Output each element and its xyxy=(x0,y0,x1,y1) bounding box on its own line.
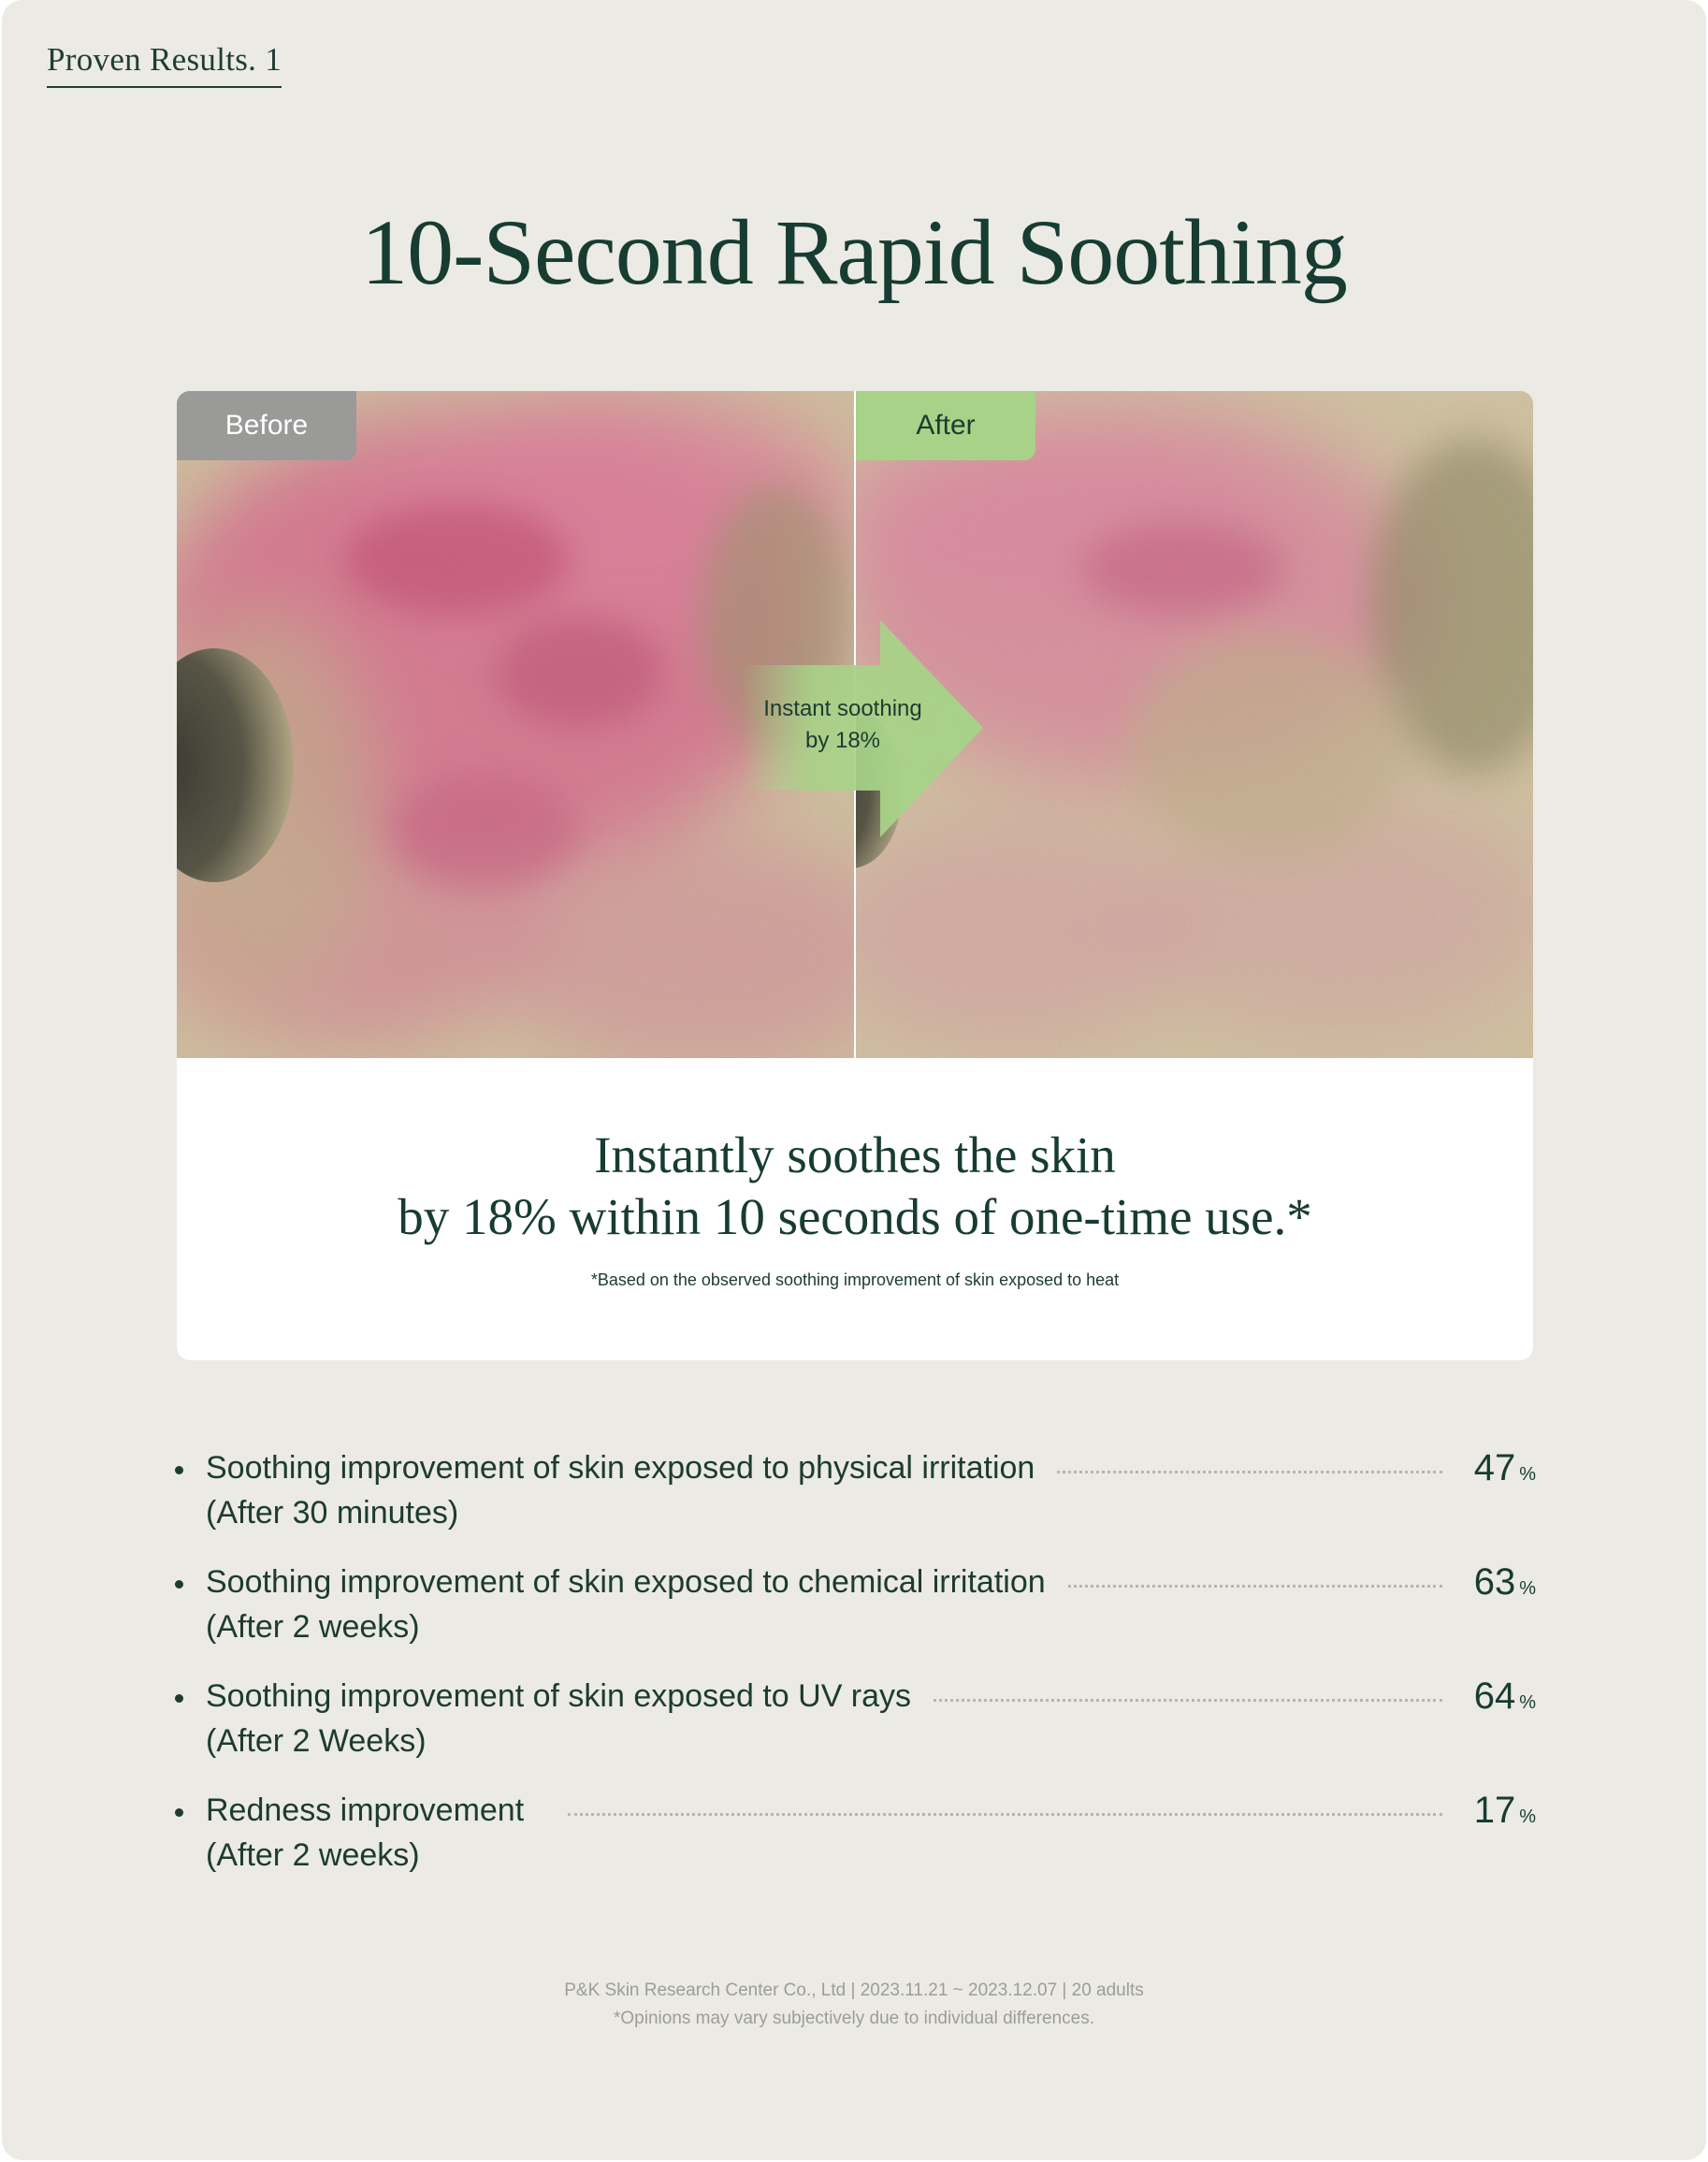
source-note xyxy=(2,1977,1706,2033)
headline-line2: by 18% within 10 seconds of one-time use.* xyxy=(398,1188,1312,1245)
stat-label: Soothing improvement of skin exposed to physical irritation xyxy=(206,1445,1057,1490)
section-eyebrow: Proven Results. 1 xyxy=(47,41,282,88)
bullet-icon xyxy=(175,1580,183,1589)
page-title: 10-Second Rapid Soothing xyxy=(361,200,1347,304)
stat-label: Soothing improvement of skin exposed to chemical irritation xyxy=(206,1560,1068,1604)
arrow-caption-line2: by 18% xyxy=(804,728,881,753)
dotted-leader xyxy=(568,1813,1442,1816)
stat-value xyxy=(1446,1674,1536,1727)
page xyxy=(2,0,1706,2160)
stat-period: (After 2 weeks) xyxy=(206,1837,420,1873)
stat-row xyxy=(175,1445,1536,1560)
stat-number: 17 xyxy=(1473,1790,1516,1831)
stat-value xyxy=(1446,1560,1536,1613)
stats-list xyxy=(175,1445,1536,1902)
arrow-caption-line1: Instant soothing xyxy=(763,696,922,721)
stat-row xyxy=(175,1674,1536,1788)
stat-number: 64 xyxy=(1473,1676,1516,1717)
arrow-caption xyxy=(749,693,936,757)
bullet-icon xyxy=(175,1808,183,1817)
before-tag: Before xyxy=(177,391,356,460)
source-line1: P&K Skin Research Center Co., Ltd | 2023.11.21 ~ 2023.12.07 | 20 adults xyxy=(564,1981,1144,2000)
stat-unit: % xyxy=(1519,1807,1536,1827)
stat-row xyxy=(175,1560,1536,1674)
stat-number: 47 xyxy=(1473,1447,1516,1488)
stat-value xyxy=(1446,1788,1536,1841)
stat-row xyxy=(175,1788,1536,1902)
stat-period: (After 2 weeks) xyxy=(206,1609,420,1645)
stat-value xyxy=(1446,1445,1536,1499)
headline-line1: Instantly soothes the skin xyxy=(594,1126,1116,1183)
stat-unit: % xyxy=(1519,1578,1536,1599)
stat-unit: % xyxy=(1519,1464,1536,1485)
after-tag: After xyxy=(856,391,1035,460)
stat-period: (After 2 Weeks) xyxy=(206,1723,427,1759)
comparison-card xyxy=(177,391,1533,1360)
stat-period: (After 30 minutes) xyxy=(206,1495,459,1531)
stat-label: Soothing improvement of skin exposed to UV rays xyxy=(206,1674,934,1719)
footnote: *Based on the observed soothing improvement of skin exposed to heat xyxy=(590,1270,1120,1289)
headline xyxy=(177,1125,1533,1248)
bullet-icon xyxy=(175,1466,183,1474)
stat-unit: % xyxy=(1519,1692,1536,1713)
source-line2: *Opinions may vary subjectively due to individual differences. xyxy=(614,2009,1094,2028)
stat-label: Redness improvement xyxy=(206,1788,546,1833)
stat-number: 63 xyxy=(1473,1561,1516,1603)
bullet-icon xyxy=(175,1694,183,1703)
